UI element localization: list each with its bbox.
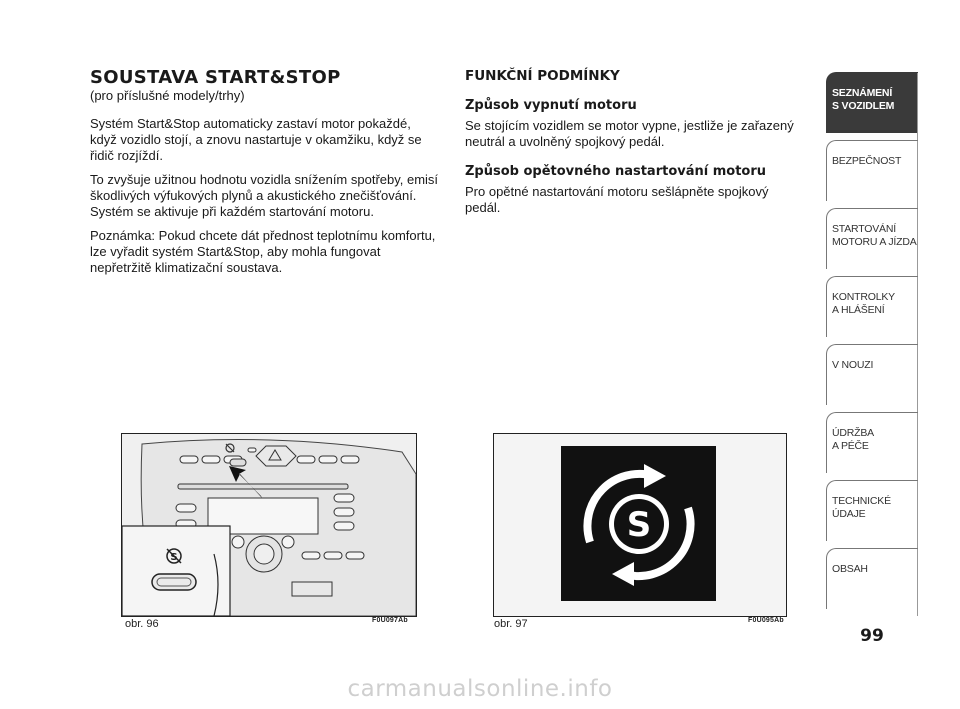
left-column xyxy=(90,68,440,284)
tab-label: BEZPEČNOST xyxy=(832,155,902,167)
tab-bezpecnost[interactable] xyxy=(826,140,918,201)
tab-seznameni[interactable] xyxy=(826,72,918,133)
s-letter: S xyxy=(626,505,652,545)
tab-obsah[interactable] xyxy=(826,548,918,609)
figure-96-caption: obr. 96 xyxy=(125,618,159,630)
console-illustration xyxy=(122,434,416,616)
tab-label: KONTROLKY A HLÁŠENÍ xyxy=(832,291,895,316)
page-number: 99 xyxy=(860,626,884,646)
engine-restart-title: Způsob opětovného nastartování motoru xyxy=(465,164,767,179)
tab-label: V NOUZI xyxy=(832,359,874,371)
section-title: SOUSTAVA START&STOP xyxy=(90,67,341,88)
figure-96-code: F0U097Ab xyxy=(372,617,408,624)
tab-label: STARTOVÁNÍ MOTORU A JÍZDA xyxy=(832,223,917,248)
figure-97-caption: obr. 97 xyxy=(494,618,528,630)
start-stop-symbol-illustration xyxy=(494,434,786,616)
zoom-inset xyxy=(122,526,230,616)
engine-stop-text: Se stojícím vozidlem se motor vypne, jestliže je zařazený neutrál a uvolněný spojkový pedál. xyxy=(465,118,794,149)
engine-stop-title: Způsob vypnutí motoru xyxy=(465,98,637,113)
paragraph-benefits: To zvyšuje užitnou hodnotu vozidla snížením spotřeby, emisí škodlivých výfukových plynů a akustického znečišťování. Systém se aktivuje při každém startování motoru. xyxy=(90,172,439,219)
chapter-sidebar xyxy=(826,72,918,616)
conditions-heading: FUNKČNÍ PODMÍNKY xyxy=(465,68,620,84)
svg-text:S: S xyxy=(170,552,178,563)
right-column xyxy=(465,68,805,224)
tab-label: ÚDRŽBA A PÉČE xyxy=(832,427,874,452)
engine-restart-text: Pro opětné nastartování motoru sešlápněte spojkový pedál. xyxy=(465,184,769,215)
tab-label: TECHNICKÉ ÚDAJE xyxy=(832,495,891,520)
paragraph-intro: Systém Start&Stop automaticky zastaví motor pokaždé, když vozidlo stojí, a znovu nastartuje v okamžiku, když se řidič rozjíždí. xyxy=(90,116,422,163)
paragraph-note: Poznámka: Pokud chcete dát přednost teplotnímu komfortu, lze vyřadit systém Start&Stop, aby mohla fungovat nepřetržitě klimatizační soustava. xyxy=(90,228,436,275)
tab-udrzba[interactable] xyxy=(826,412,918,473)
tab-v-nouzi[interactable] xyxy=(826,344,918,405)
tab-label: SEZNÁMENÍ S VOZIDLEM xyxy=(832,87,895,112)
tab-kontrolky[interactable] xyxy=(826,276,918,337)
tab-startovani[interactable] xyxy=(826,208,918,269)
figure-97-code: F0U095Ab xyxy=(748,617,784,624)
tab-label: OBSAH xyxy=(832,563,868,575)
figure-start-stop-symbol xyxy=(493,433,787,617)
section-subtitle: (pro příslušné modely/trhy) xyxy=(90,88,245,103)
tab-technicke-udaje[interactable] xyxy=(826,480,918,541)
figure-dashboard-console xyxy=(121,433,417,617)
start-stop-button-illustration xyxy=(152,574,196,590)
watermark: carmanualsonline.info xyxy=(347,676,613,702)
